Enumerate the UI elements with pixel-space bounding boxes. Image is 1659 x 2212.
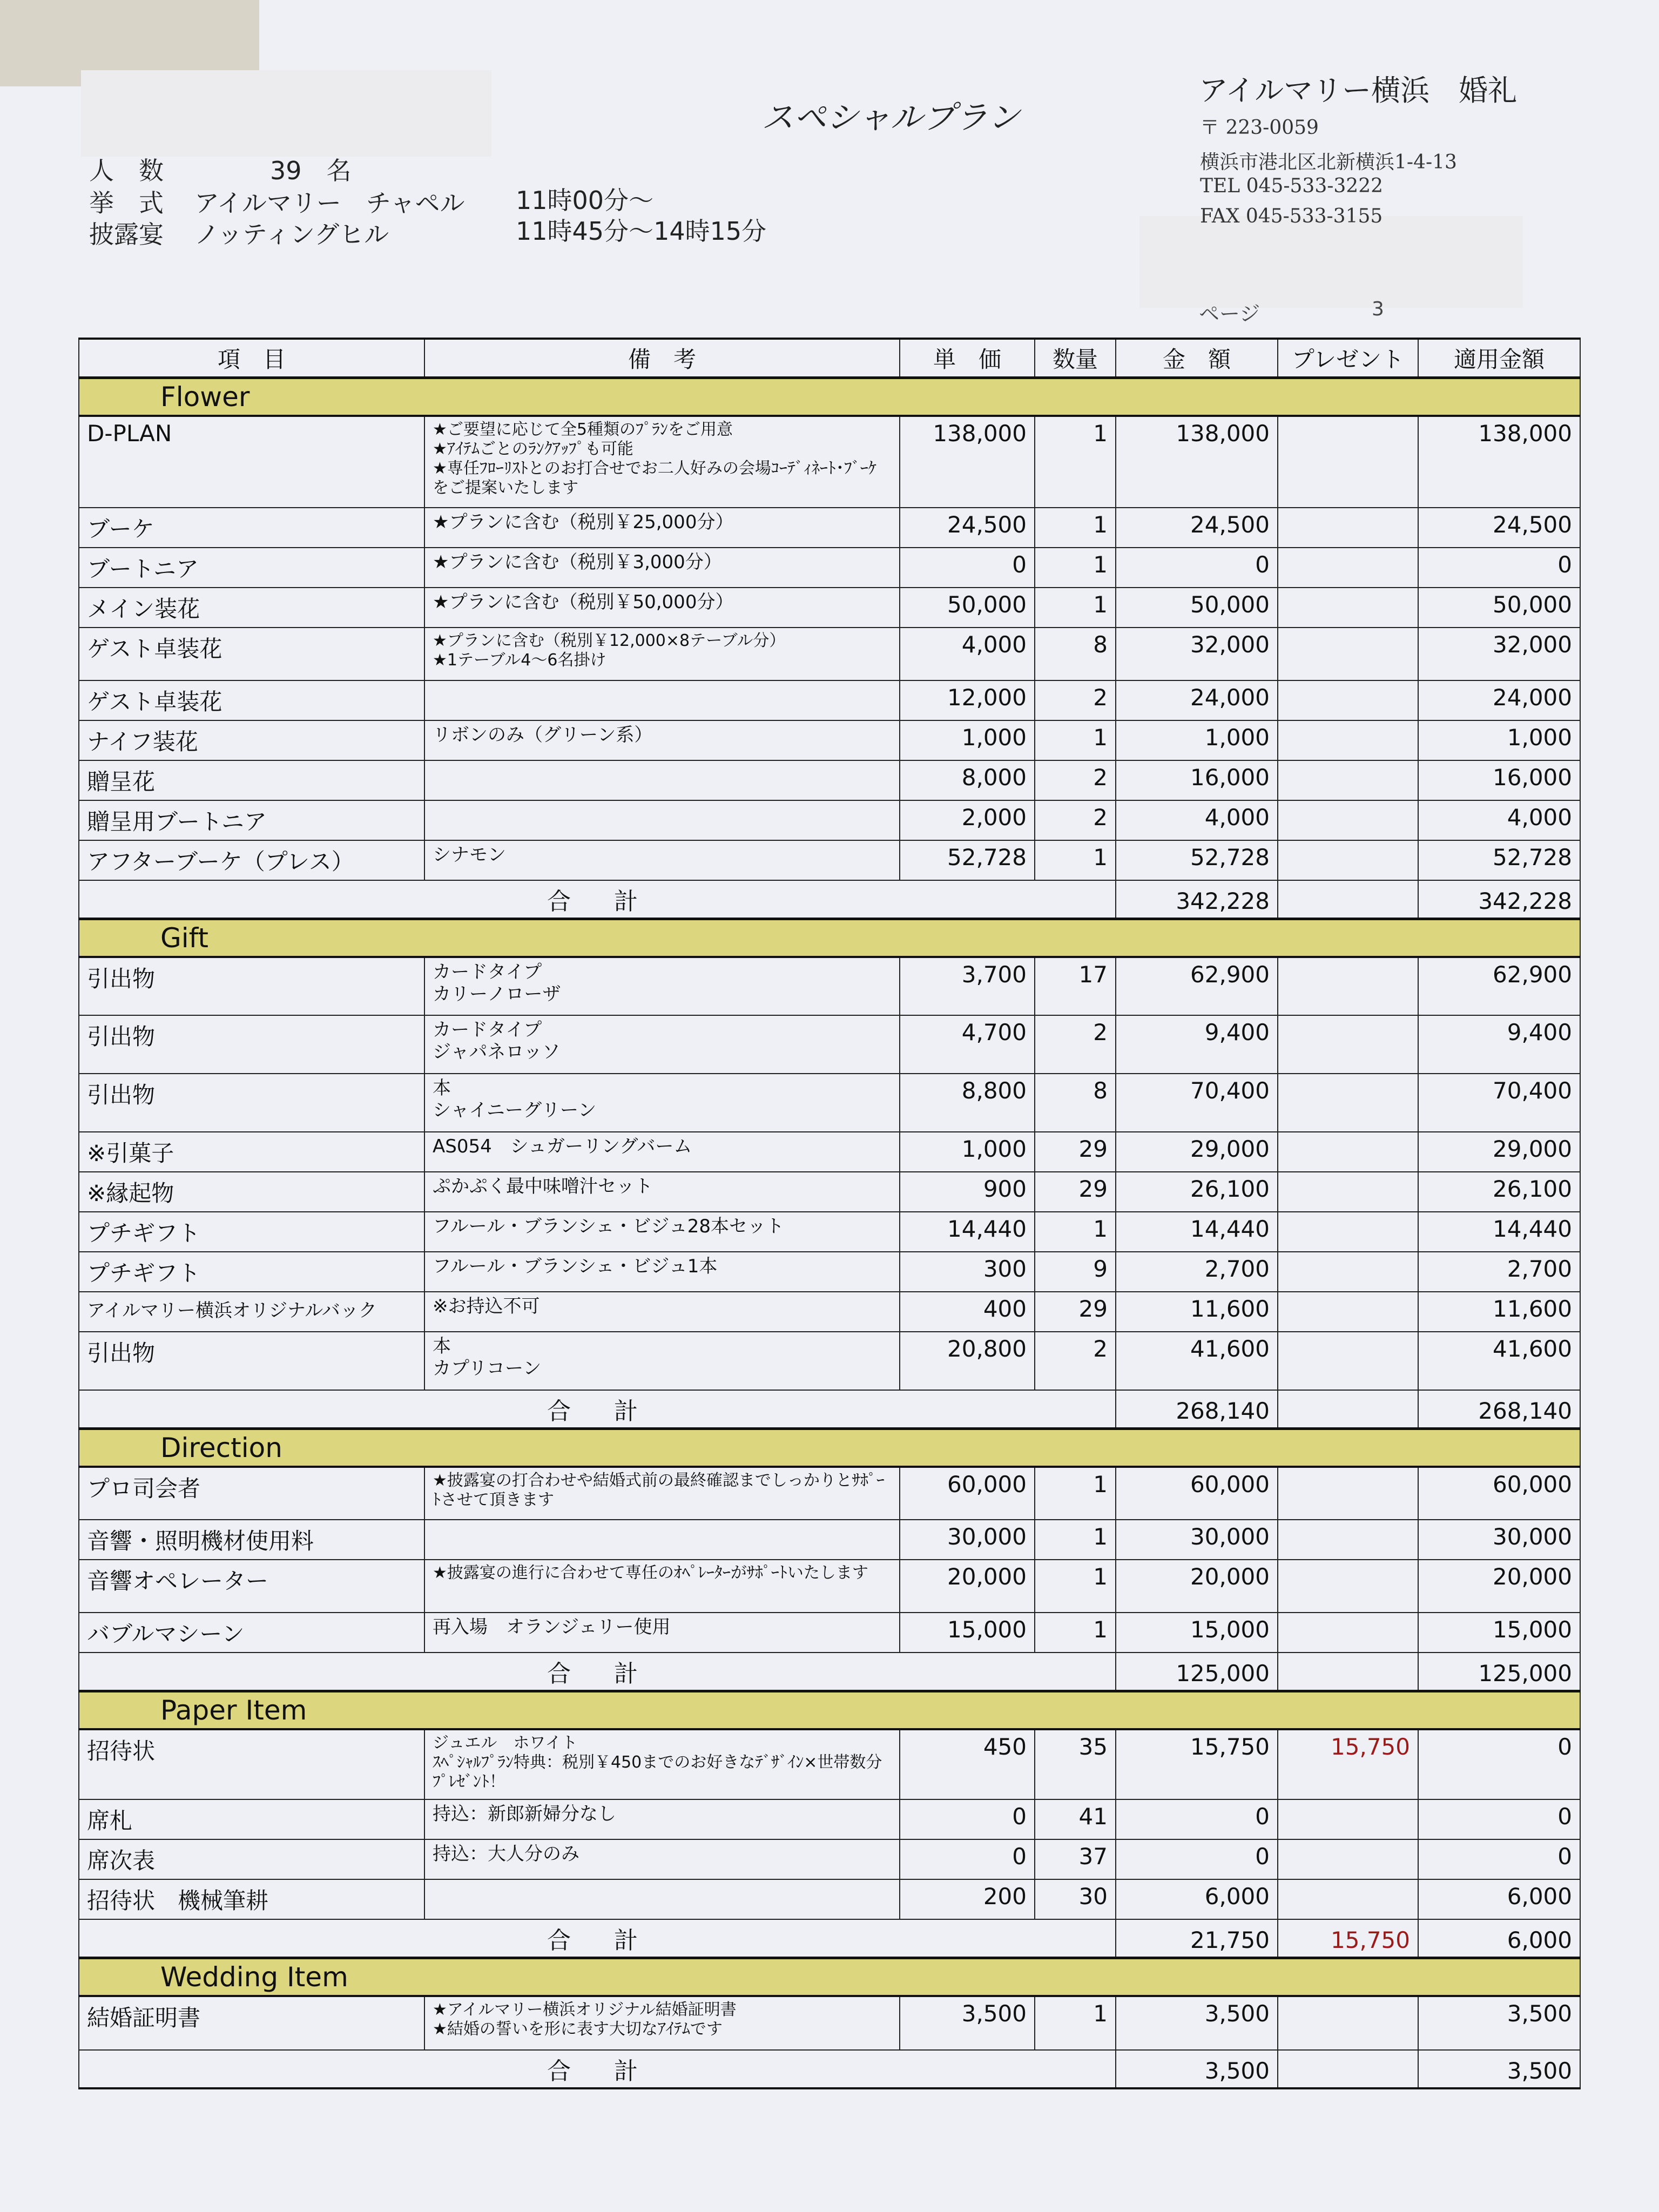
total-applied: 125,000 xyxy=(1418,1653,1580,1691)
item-name: バブルマシーン xyxy=(79,1613,424,1653)
table-row xyxy=(79,1132,1580,1172)
total-label: 合 計 xyxy=(79,1919,1116,1958)
present-amount xyxy=(1278,1132,1418,1172)
redacted-area xyxy=(1139,216,1523,308)
item-note: ★アイルマリー横浜オリジナル結婚証明書 ★結婚の誓いを形に表す大切なｱｲﾃﾑです xyxy=(424,1996,900,2050)
unit-price: 8,800 xyxy=(900,1074,1035,1132)
item-note: フルール・ブランシェ・ビジュ1本 xyxy=(424,1252,900,1292)
total-amount: 342,228 xyxy=(1116,880,1278,919)
fax: FAX 045-533-3155 xyxy=(1200,205,1383,225)
table-row xyxy=(79,628,1580,680)
present-amount xyxy=(1278,588,1418,628)
reception-label: 披露宴 xyxy=(89,220,164,249)
amount: 0 xyxy=(1116,1799,1278,1839)
item-name: ※引菓子 xyxy=(79,1132,424,1172)
note-column-header: 備 考 xyxy=(424,339,900,378)
page-number: 3 xyxy=(1372,298,1384,320)
section-total-row xyxy=(79,2050,1580,2088)
quantity: 1 xyxy=(1035,840,1116,880)
present-amount xyxy=(1278,548,1418,588)
table-row xyxy=(79,548,1580,588)
present-amount xyxy=(1278,720,1418,760)
applied-amount: 60,000 xyxy=(1418,1467,1580,1520)
item-note: シナモン xyxy=(424,840,900,880)
ceremony-time: 11時00分～ xyxy=(516,186,654,215)
amount: 70,400 xyxy=(1116,1074,1278,1132)
amount: 24,000 xyxy=(1116,680,1278,720)
unit-price: 20,800 xyxy=(900,1332,1035,1390)
total-present xyxy=(1278,2050,1418,2088)
quantity: 1 xyxy=(1035,548,1116,588)
amount: 6,000 xyxy=(1116,1879,1278,1919)
item-note: ★披露宴の進行に合わせて専任のｵﾍﾟﾚｰﾀｰがｻﾎﾟｰﾄいたします xyxy=(424,1560,900,1613)
tel: TEL 045-533-3222 xyxy=(1200,175,1384,197)
quantity: 29 xyxy=(1035,1132,1116,1172)
present-amount xyxy=(1278,1613,1418,1653)
unit-price: 1,000 xyxy=(900,720,1035,760)
unit-price: 30,000 xyxy=(900,1520,1035,1560)
present-amount xyxy=(1278,1015,1418,1074)
amount: 138,000 xyxy=(1116,416,1278,508)
applied-amount: 70,400 xyxy=(1418,1074,1580,1132)
item-note xyxy=(424,1879,900,1919)
amount: 26,100 xyxy=(1116,1172,1278,1212)
total-amount: 21,750 xyxy=(1116,1919,1278,1958)
amount: 50,000 xyxy=(1116,588,1278,628)
total-amount: 3,500 xyxy=(1116,2050,1278,2088)
table-row xyxy=(79,1879,1580,1919)
item-name: メイン装花 xyxy=(79,588,424,628)
item-note: ★ご要望に応じて全5種類のﾌﾟﾗﾝをご用意 ★ｱｲﾃﾑごとのﾗﾝｸｱｯﾌﾟも可能 ★専任ﾌﾛｰﾘｽﾄとのお打合せでお二人好みの会場ｺｰﾃﾞｨﾈｰﾄ･ﾌﾞｰｹをご提案いたします xyxy=(424,416,900,508)
total-applied: 342,228 xyxy=(1418,880,1580,919)
table-row xyxy=(79,1799,1580,1839)
item-name: 音響オペレーター xyxy=(79,1560,424,1613)
present-column-header: プレゼント xyxy=(1278,339,1418,378)
unit-price: 3,500 xyxy=(900,1996,1035,2050)
applied-amount: 0 xyxy=(1418,1799,1580,1839)
table-row xyxy=(79,1252,1580,1292)
present-amount xyxy=(1278,840,1418,880)
amount: 16,000 xyxy=(1116,760,1278,800)
applied-amount: 0 xyxy=(1418,1839,1580,1879)
amount: 0 xyxy=(1116,548,1278,588)
quantity: 2 xyxy=(1035,680,1116,720)
table-row xyxy=(79,1560,1580,1613)
item-name: プチギフト xyxy=(79,1252,424,1292)
table-row xyxy=(79,1613,1580,1653)
section-total-row xyxy=(79,1390,1580,1429)
section-title: Wedding Item xyxy=(79,1958,1580,1997)
applied-amount: 24,500 xyxy=(1418,508,1580,548)
item-note: リボンのみ（グリーン系） xyxy=(424,720,900,760)
applied-amount: 16,000 xyxy=(1418,760,1580,800)
page-title: スペシャルプラン xyxy=(761,99,1020,137)
item-note: 本 シャイニーグリーン xyxy=(424,1074,900,1132)
item-name: 結婚証明書 xyxy=(79,1996,424,2050)
table-row xyxy=(79,957,1580,1015)
applied-amount: 32,000 xyxy=(1418,628,1580,680)
amount: 52,728 xyxy=(1116,840,1278,880)
total-label: 合 計 xyxy=(79,1390,1116,1429)
item-note: フルール・ブランシェ・ビジュ28本セット xyxy=(424,1212,900,1252)
amount: 15,750 xyxy=(1116,1729,1278,1799)
quantity: 1 xyxy=(1035,588,1116,628)
applied-amount: 9,400 xyxy=(1418,1015,1580,1074)
quantity: 8 xyxy=(1035,628,1116,680)
unit-price: 3,700 xyxy=(900,957,1035,1015)
item-note: ★披露宴の打合わせや結婚式前の最終確認までしっかりとｻﾎﾟｰﾄさせて頂きます xyxy=(424,1467,900,1520)
item-note: ※お持込不可 xyxy=(424,1292,900,1332)
unit-price: 14,440 xyxy=(900,1212,1035,1252)
quantity: 1 xyxy=(1035,720,1116,760)
item-name: ナイフ装花 xyxy=(79,720,424,760)
quantity: 9 xyxy=(1035,1252,1116,1292)
unit-price: 60,000 xyxy=(900,1467,1035,1520)
item-name: D-PLAN xyxy=(79,416,424,508)
present-amount xyxy=(1278,957,1418,1015)
quantity: 29 xyxy=(1035,1172,1116,1212)
quantity: 1 xyxy=(1035,508,1116,548)
item-name: ブーケ xyxy=(79,508,424,548)
company-name: アイルマリー横浜 婚礼 xyxy=(1199,73,1518,107)
unit-price: 2,000 xyxy=(900,800,1035,840)
item-note: AS054 シュガーリングバーム xyxy=(424,1132,900,1172)
amount: 1,000 xyxy=(1116,720,1278,760)
table-body xyxy=(79,378,1580,2089)
item-name: 席札 xyxy=(79,1799,424,1839)
item-note: ジュエル ホワイト ｽﾍﾟｼｬﾙﾌﾟﾗﾝ特典：税別￥450までのお好きなﾃﾞｻﾞｲﾝ×世帯数分ﾌﾟﾚｾﾞﾝﾄ！ xyxy=(424,1729,900,1799)
guests-label: 人 数 xyxy=(89,156,164,185)
amount: 32,000 xyxy=(1116,628,1278,680)
section-header xyxy=(79,919,1580,957)
section-title: Direction xyxy=(79,1429,1580,1467)
total-label: 合 計 xyxy=(79,1653,1116,1691)
present-amount xyxy=(1278,1996,1418,2050)
total-applied: 3,500 xyxy=(1418,2050,1580,2088)
present-amount xyxy=(1278,1292,1418,1332)
unit-price: 0 xyxy=(900,1799,1035,1839)
amount: 11,600 xyxy=(1116,1292,1278,1332)
item-name: プロ司会者 xyxy=(79,1467,424,1520)
item-name: ブートニア xyxy=(79,548,424,588)
section-header xyxy=(79,1958,1580,1997)
amount: 4,000 xyxy=(1116,800,1278,840)
total-applied: 6,000 xyxy=(1418,1919,1580,1958)
amount: 24,500 xyxy=(1116,508,1278,548)
quantity: 35 xyxy=(1035,1729,1116,1799)
item-name: 引出物 xyxy=(79,957,424,1015)
applied-amount: 52,728 xyxy=(1418,840,1580,880)
table-row xyxy=(79,760,1580,800)
quantity: 29 xyxy=(1035,1292,1116,1332)
item-note: 本 カプリコーン xyxy=(424,1332,900,1390)
reception-time: 11時45分～14時15分 xyxy=(516,217,767,246)
item-name: ※縁起物 xyxy=(79,1172,424,1212)
applied-column-header: 適用金額 xyxy=(1418,339,1580,378)
table-row xyxy=(79,800,1580,840)
present-amount xyxy=(1278,1172,1418,1212)
unit-price: 1,000 xyxy=(900,1132,1035,1172)
amount: 29,000 xyxy=(1116,1132,1278,1172)
item-note: 再入場 オランジェリー使用 xyxy=(424,1613,900,1653)
qty-column-header: 数量 xyxy=(1035,339,1116,378)
amount: 60,000 xyxy=(1116,1467,1278,1520)
table-row xyxy=(79,1729,1580,1799)
unit-price: 0 xyxy=(900,1839,1035,1879)
quantity: 2 xyxy=(1035,1015,1116,1074)
total-present xyxy=(1278,1390,1418,1429)
present-amount xyxy=(1278,1560,1418,1613)
quantity: 41 xyxy=(1035,1799,1116,1839)
amount: 9,400 xyxy=(1116,1015,1278,1074)
table-row xyxy=(79,1332,1580,1390)
item-note xyxy=(424,800,900,840)
section-title: Flower xyxy=(79,378,1580,416)
reception-venue: ノッティングヒル xyxy=(194,220,389,249)
table-row xyxy=(79,1996,1580,2050)
unit-price: 52,728 xyxy=(900,840,1035,880)
total-present xyxy=(1278,1653,1418,1691)
item-name: 音響・照明機材使用料 xyxy=(79,1520,424,1560)
section-total-row xyxy=(79,1919,1580,1958)
section-title: Gift xyxy=(79,919,1580,957)
item-note xyxy=(424,760,900,800)
item-note: ★プランに含む（税別￥3,000分） xyxy=(424,548,900,588)
applied-amount: 20,000 xyxy=(1418,1560,1580,1613)
item-note: ★プランに含む（税別￥50,000分） xyxy=(424,588,900,628)
unit-price: 450 xyxy=(900,1729,1035,1799)
unit-price: 4,000 xyxy=(900,628,1035,680)
quantity: 1 xyxy=(1035,1560,1116,1613)
amount-column-header: 金 額 xyxy=(1116,339,1278,378)
applied-amount: 1,000 xyxy=(1418,720,1580,760)
present-amount xyxy=(1278,1074,1418,1132)
section-total-row xyxy=(79,1653,1580,1691)
item-note: 持込：大人分のみ xyxy=(424,1839,900,1879)
amount: 0 xyxy=(1116,1839,1278,1879)
amount: 20,000 xyxy=(1116,1560,1278,1613)
section-total-row xyxy=(79,880,1580,919)
amount: 41,600 xyxy=(1116,1332,1278,1390)
table-row xyxy=(79,1839,1580,1879)
total-present xyxy=(1278,880,1418,919)
present-amount: 15,750 xyxy=(1278,1729,1418,1799)
amount: 2,700 xyxy=(1116,1252,1278,1292)
item-name: 引出物 xyxy=(79,1074,424,1132)
amount: 15,000 xyxy=(1116,1613,1278,1653)
present-amount xyxy=(1278,680,1418,720)
applied-amount: 14,440 xyxy=(1418,1212,1580,1252)
unit-price: 50,000 xyxy=(900,588,1035,628)
quantity: 1 xyxy=(1035,1996,1116,2050)
quantity: 30 xyxy=(1035,1879,1116,1919)
redacted-area xyxy=(81,70,491,157)
item-note: ★プランに含む（税別￥25,000分） xyxy=(424,508,900,548)
unit-price: 200 xyxy=(900,1879,1035,1919)
quantity: 17 xyxy=(1035,957,1116,1015)
applied-amount: 26,100 xyxy=(1418,1172,1580,1212)
table-row xyxy=(79,1212,1580,1252)
applied-amount: 41,600 xyxy=(1418,1332,1580,1390)
table-row xyxy=(79,720,1580,760)
present-amount xyxy=(1278,760,1418,800)
quantity: 8 xyxy=(1035,1074,1116,1132)
item-name: 贈呈花 xyxy=(79,760,424,800)
quantity: 2 xyxy=(1035,760,1116,800)
present-amount xyxy=(1278,1252,1418,1292)
item-note: ぷかぷく最中味噌汁セット xyxy=(424,1172,900,1212)
item-note: 持込：新郎新婦分なし xyxy=(424,1799,900,1839)
unit-price: 15,000 xyxy=(900,1613,1035,1653)
item-note: カードタイプ カリーノローザ xyxy=(424,957,900,1015)
table-row xyxy=(79,680,1580,720)
postal-code: 〒 223-0059 xyxy=(1200,117,1319,139)
total-label: 合 計 xyxy=(79,2050,1116,2088)
present-amount xyxy=(1278,416,1418,508)
item-name: 引出物 xyxy=(79,1015,424,1074)
table-row xyxy=(79,1172,1580,1212)
present-amount xyxy=(1278,1879,1418,1919)
applied-amount: 29,000 xyxy=(1418,1132,1580,1172)
present-amount xyxy=(1278,628,1418,680)
item-name: 席次表 xyxy=(79,1839,424,1879)
total-amount: 268,140 xyxy=(1116,1390,1278,1429)
item-note xyxy=(424,1520,900,1560)
table-row xyxy=(79,1074,1580,1132)
present-amount xyxy=(1278,1332,1418,1390)
applied-amount: 2,700 xyxy=(1418,1252,1580,1292)
amount: 14,440 xyxy=(1116,1212,1278,1252)
table-row xyxy=(79,1015,1580,1074)
applied-amount: 138,000 xyxy=(1418,416,1580,508)
quantity: 2 xyxy=(1035,800,1116,840)
table-row xyxy=(79,1520,1580,1560)
unit-price: 138,000 xyxy=(900,416,1035,508)
applied-amount: 4,000 xyxy=(1418,800,1580,840)
total-label: 合 計 xyxy=(79,880,1116,919)
ceremony-venue: アイルマリー チャペル xyxy=(194,188,465,218)
quantity: 1 xyxy=(1035,1212,1116,1252)
item-name: 贈呈用ブートニア xyxy=(79,800,424,840)
present-amount xyxy=(1278,1839,1418,1879)
applied-amount: 24,000 xyxy=(1418,680,1580,720)
applied-amount: 0 xyxy=(1418,548,1580,588)
section-header xyxy=(79,1691,1580,1730)
unit-price: 300 xyxy=(900,1252,1035,1292)
item-note xyxy=(424,680,900,720)
item-name: アイルマリー横浜オリジナルバック xyxy=(79,1292,424,1332)
present-amount xyxy=(1278,1799,1418,1839)
ceremony-label: 挙 式 xyxy=(89,188,164,218)
table-row xyxy=(79,588,1580,628)
item-note: カードタイプ ジャパネロッソ xyxy=(424,1015,900,1074)
unit-price: 900 xyxy=(900,1172,1035,1212)
quantity: 1 xyxy=(1035,1613,1116,1653)
item-name: アフターブーケ（プレス） xyxy=(79,840,424,880)
quantity: 37 xyxy=(1035,1839,1116,1879)
item-name: 引出物 xyxy=(79,1332,424,1390)
present-amount xyxy=(1278,508,1418,548)
item-name: ゲスト卓装花 xyxy=(79,628,424,680)
applied-amount: 6,000 xyxy=(1418,1879,1580,1919)
unit-price: 400 xyxy=(900,1292,1035,1332)
table-row xyxy=(79,416,1580,508)
item-name: 招待状 機械筆耕 xyxy=(79,1879,424,1919)
applied-amount: 50,000 xyxy=(1418,588,1580,628)
applied-amount: 30,000 xyxy=(1418,1520,1580,1560)
unit-price: 12,000 xyxy=(900,680,1035,720)
table-row xyxy=(79,840,1580,880)
quantity: 1 xyxy=(1035,1467,1116,1520)
total-applied: 268,140 xyxy=(1418,1390,1580,1429)
unit-price: 0 xyxy=(900,548,1035,588)
section-title: Paper Item xyxy=(79,1691,1580,1730)
present-amount xyxy=(1278,800,1418,840)
quantity: 2 xyxy=(1035,1332,1116,1390)
total-amount: 125,000 xyxy=(1116,1653,1278,1691)
item-name: ゲスト卓装花 xyxy=(79,680,424,720)
section-header xyxy=(79,1429,1580,1467)
table-header xyxy=(79,339,1580,378)
unit-price: 20,000 xyxy=(900,1560,1035,1613)
present-amount xyxy=(1278,1467,1418,1520)
price-column-header: 単 価 xyxy=(900,339,1035,378)
total-present: 15,750 xyxy=(1278,1919,1418,1958)
applied-amount: 11,600 xyxy=(1418,1292,1580,1332)
applied-amount: 3,500 xyxy=(1418,1996,1580,2050)
applied-amount: 62,900 xyxy=(1418,957,1580,1015)
unit-price: 4,700 xyxy=(900,1015,1035,1074)
amount: 62,900 xyxy=(1116,957,1278,1015)
item-name: プチギフト xyxy=(79,1212,424,1252)
item-name: 招待状 xyxy=(79,1729,424,1799)
unit-price: 24,500 xyxy=(900,508,1035,548)
present-amount xyxy=(1278,1520,1418,1560)
applied-amount: 0 xyxy=(1418,1729,1580,1799)
table-row xyxy=(79,1467,1580,1520)
section-header xyxy=(79,378,1580,416)
present-amount xyxy=(1278,1212,1418,1252)
item-note: ★プランに含む（税別￥12,000×8テーブル分） ★1テーブル4～6名掛け xyxy=(424,628,900,680)
address: 横浜市港北区北新横浜1-4-13 xyxy=(1200,151,1457,173)
amount: 30,000 xyxy=(1116,1520,1278,1560)
amount: 3,500 xyxy=(1116,1996,1278,2050)
item-column-header: 項 目 xyxy=(79,339,424,378)
applied-amount: 15,000 xyxy=(1418,1613,1580,1653)
quantity: 1 xyxy=(1035,1520,1116,1560)
guests-value: 39 名 xyxy=(270,156,352,185)
unit-price: 8,000 xyxy=(900,760,1035,800)
table-row xyxy=(79,508,1580,548)
estimate-table xyxy=(78,338,1581,2089)
quantity: 1 xyxy=(1035,416,1116,508)
page-label: ページ xyxy=(1199,302,1260,326)
table-row xyxy=(79,1292,1580,1332)
